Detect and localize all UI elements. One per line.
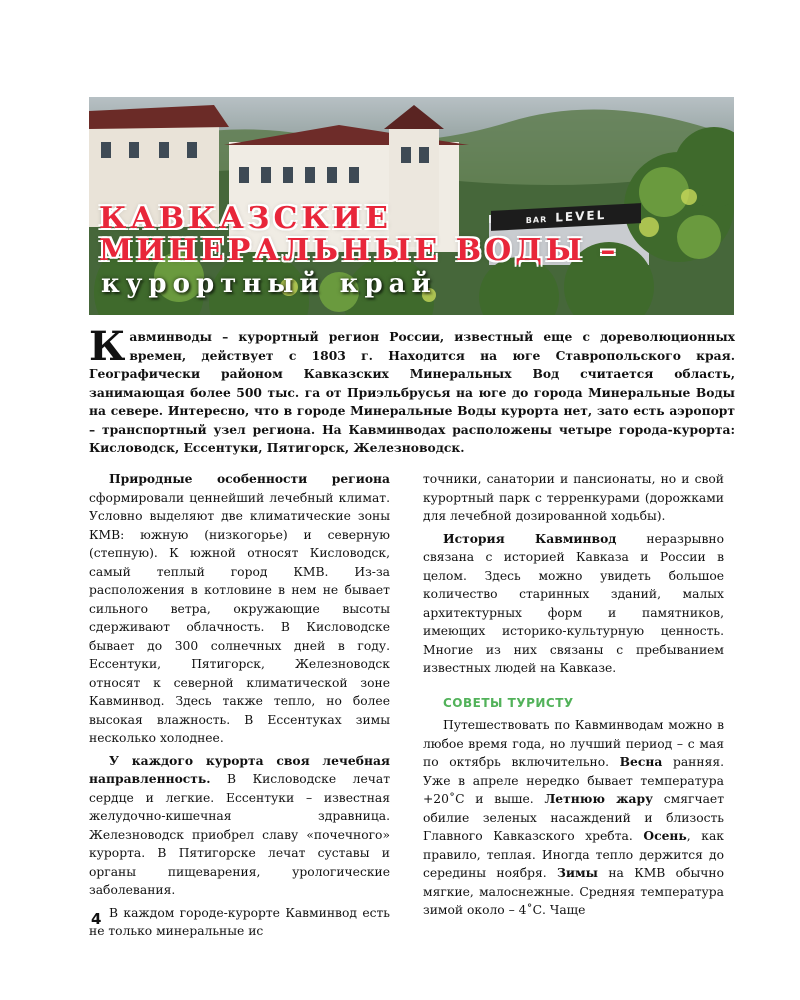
section-title-tips: СОВЕТЫ ТУРИСТУ [443,695,574,710]
hero-photo [89,97,734,315]
title-line-2: МИНЕРАЛЬНЫЕ ВОДЫ – [99,233,620,268]
bar-level-sign: BAR LEVEL [491,203,641,231]
tips-heat: Летнюю жару [544,791,653,806]
subtitle: курортный край [101,269,437,299]
drop-cap: К [89,323,126,370]
page-number: 4 [91,910,102,928]
tips-winter: Зимы [557,865,599,880]
paragraph-nature [89,470,390,748]
paragraph-specialization [89,752,390,900]
left-column [89,470,390,941]
intro-paragraph [89,323,735,458]
intro-text: авминводы – курортный регион России, известный еще с дореволюционных времен, действует с 1803 г. Находится на юге Ставропольского края. Географически районом Кавказских Минеральных Вод считается область, занимающая более 500 тыс. га от Приэльбрусья на юге до города Минеральные Воды на севере. Интересно, что в городе Минеральные Воды курорта нет, зато есть аэропорт – транспортный узел региона. На Кавминводах расположены четыре города-курорта: [89,329,735,437]
intro-cities: Кисловодск, Ессентуки, Пятигорск, Железноводск. [89,440,465,455]
tips-text-a: Путешествовать по Кавминводам можно в любое время года, но лучший период – с мая по октябрь включительно. [423,718,724,769]
paragraph-parks-continued: точники, санатории и пансионаты, но и свой курортный парк с терренкурами (дорожками для лечебной дозированной ходьбы). [423,472,724,523]
tips-autumn: Осень [643,828,687,843]
tips-spring: Весна [619,754,663,769]
tips-text-e: на КМВ обычно мягкие, малоснежные. Средняя температура зимой около – 4˚С. Чаще [423,866,724,917]
lead-history: История Кавминвод [443,530,617,546]
paragraph-history [423,530,724,678]
right-column [423,470,724,920]
text-history: неразрывно связана с историей Кавказа и России в целом. Здесь можно увидеть большое количество старинных зданий, малых архитектурных форм и памятников, имеющих историко-культурную ценность. Многие из них связаны с пребыванием известных людей на Кавказе. [423,531,724,675]
paragraph-tips [423,716,724,920]
paragraph-parks: В каждом городе-курорте Кавминвод есть не только минеральные ис [89,905,390,938]
text-specialization: В Кисловодске лечат сердце и легкие. Ессентуки – известная желудочно-кишечная здравница. Железноводск приобрел славу «почечного» курорта. В Пятигорске лечат суставы и органы пищеварения, урологические заболевания. [89,772,390,897]
text-nature: сформировали ценнейший лечебный климат. Условно выделяют две климатические зоны КМВ: южную (низкогорье) и северную (степную). К южной относят Кисловодск, самый теплый город КМВ. Из-за расположения в котловине в нем не бывает сильного ветра, окружающие высоты сдерживают облачность. В Кисловодске бывает до 300 солнечных дней в году. Ессентуки, Пятигорск, Железноводск относят к северной климатической зоне Кавминвод. Здесь также тепло, но более высокая влажность. В Ессентуках зимы несколько холоднее. [89,490,390,745]
title-line-1: КАВКАЗСКИЕ [99,201,392,236]
lead-specialization: У каждого курорта своя лечебная направленность. [89,752,390,786]
tips-text-b: ранняя. Уже в апреле нередко бывает температура +20˚С и выше. [423,755,724,806]
tips-text-c: смягчает обилие зеленых насаждений и близость Главного Кавказского хребта. [423,792,724,843]
tips-text-d: , как правило, теплая. Иногда тепло держится до середины ноября. [423,829,724,880]
lead-nature: Природные особенности региона [109,471,390,486]
